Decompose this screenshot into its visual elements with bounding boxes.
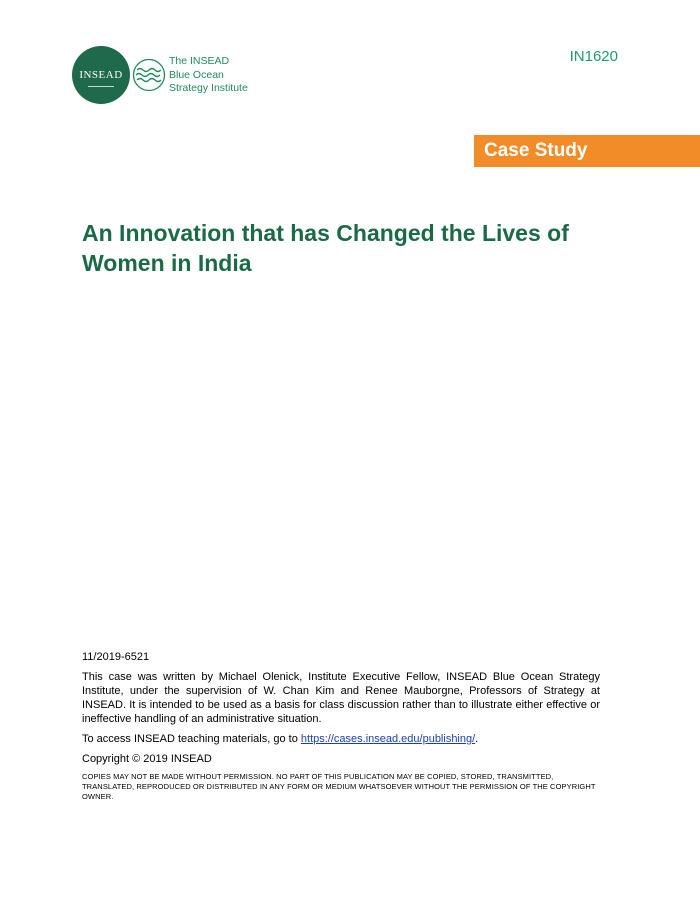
case-metadata [82,650,600,808]
publishing-link[interactable]: https://cases.insead.edu/publishing/ [300,733,476,745]
logo-circle-text: INSEAD [79,69,123,81]
logo-wordmark [169,55,248,96]
document-code: IN1620 [569,48,618,65]
logo-divider [88,86,114,87]
insead-logo-circle [72,46,130,104]
logo-line-1: The INSEAD [169,55,230,67]
insead-logo [72,46,262,108]
logo-line-2: Blue Ocean [169,68,224,81]
logo-line-3: Strategy Institute [169,82,248,94]
access-line [82,732,600,746]
case-description: This case was written by Michael Olenick, Institute Executive Fellow, INSEAD Blue Ocean Strategy Institute, under the supervision of W. Chan Kim and Renee Mauborgne, Professors of Strategy at INSEAD. It is intended to be used as a basis for class discussion rather than to illustrate either effective or ineffective handling of an administrative situation. [82,671,600,725]
case-study-banner: Case Study [474,135,700,167]
access-suffix: . [475,733,479,745]
copyright-notice: COPIES MAY NOT BE MADE WITHOUT PERMISSION. NO PART OF THIS PUBLICATION MAY BE COPIED, STORED, TRANSMITTED, TRANSLATED, REPRODUCED OR DISTRIBUTED IN ANY FORM OR MEDIUM WHATSOEVER WITHOUT THE PERMISSION OF THE COPYRIGHT OWNER. [82,772,596,801]
page-title: An Innovation that has Changed the Lives of Women in India [82,220,569,276]
blue-ocean-waves-icon [132,58,166,92]
access-prefix: To access INSEAD teaching materials, go to [82,733,301,745]
copyright-line: Copyright © 2019 INSEAD [82,753,212,765]
case-reference-code: 11/2019-6521 [82,651,150,663]
